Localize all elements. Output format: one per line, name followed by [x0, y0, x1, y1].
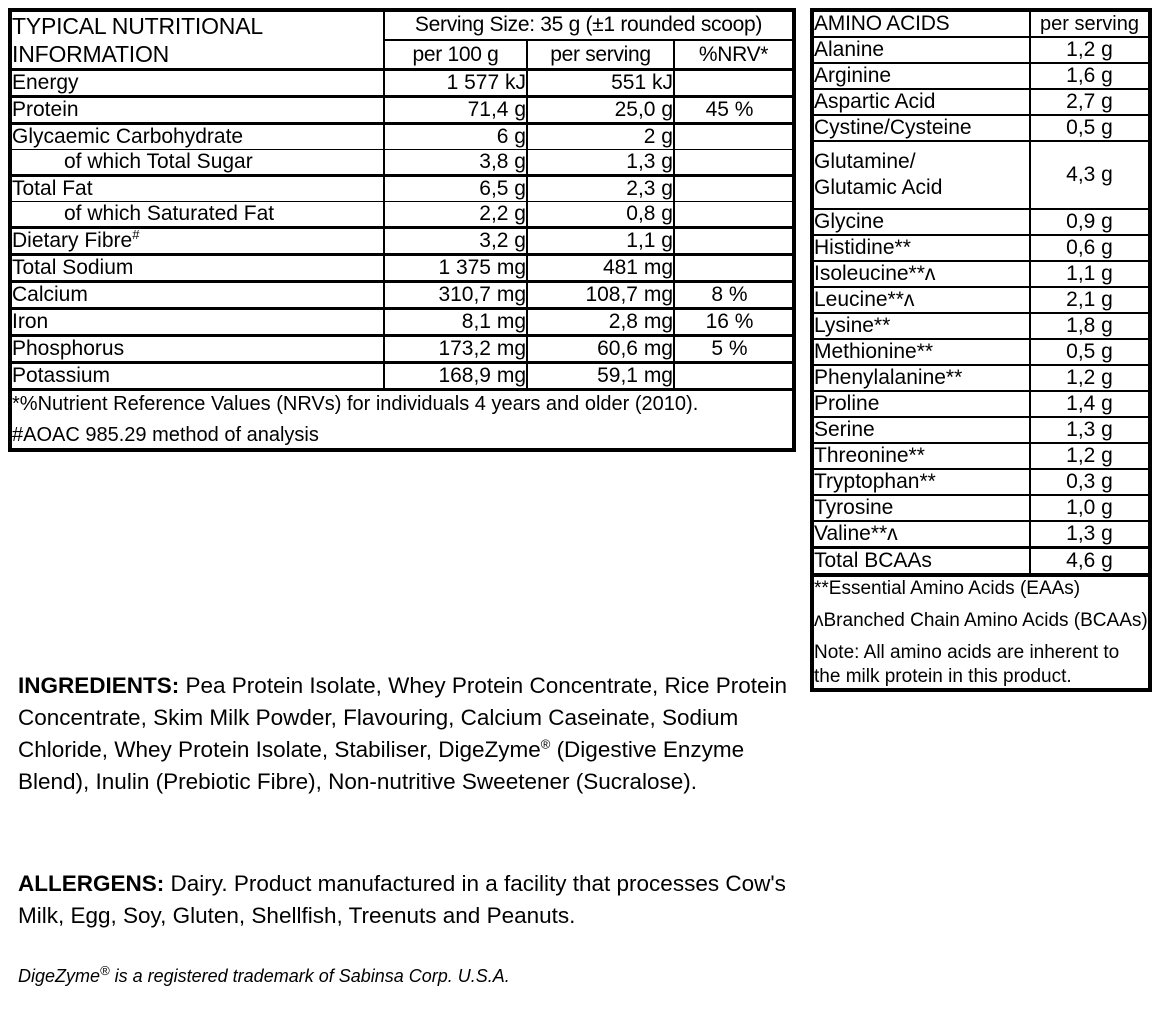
nutrient-value-per-100g: 6 g [384, 124, 527, 150]
total-bcaas-row [814, 548, 1148, 576]
table-row [12, 363, 792, 390]
footnote-aoac: #AOAC 985.29 method of analysis [12, 423, 319, 446]
footnote-bcaa: ᴧBranched Chain Amino Acids (BCAAs) [814, 610, 1148, 632]
nutrient-value-per-100g: 71,4 g [384, 97, 527, 124]
registered-trademark-icon: ® [540, 736, 551, 752]
amino-acid-value: 2,7 g [1030, 89, 1148, 115]
ingredients-label: INGREDIENTS: [18, 673, 180, 698]
amino-acid-name: Serine [814, 417, 1030, 443]
table-row [12, 176, 792, 202]
table-row [814, 37, 1148, 63]
amino-acid-value: 0,3 g [1030, 469, 1148, 495]
table-row [12, 97, 792, 124]
table-row [814, 365, 1148, 391]
nutrient-value-per-serving: 60,6 mg [527, 336, 674, 363]
amino-acid-value: 1,3 g [1030, 521, 1148, 548]
nutrient-name: Potassium [12, 363, 384, 390]
table-row [814, 89, 1148, 115]
amino-acid-value: 1,1 g [1030, 261, 1148, 287]
amino-header-row [814, 12, 1148, 37]
allergens-label: ALLERGENS: [18, 871, 165, 896]
amino-acids-table [810, 8, 1152, 692]
nutrient-value-nrv: 5 % [674, 336, 792, 363]
amino-acid-value: 0,5 g [1030, 339, 1148, 365]
trademark-product-name: DigeZyme [18, 966, 101, 986]
footnote-note: Note: All amino acids are inherent to the milk protein in this product. [814, 642, 1120, 687]
column-header-per-serving: per serving [527, 40, 674, 70]
column-header-nrv: %NRV* [698, 42, 769, 66]
amino-acid-name: Arginine [814, 63, 1030, 89]
nutri-rows-body [12, 70, 792, 390]
nutrient-value-nrv: 16 % [674, 309, 792, 336]
nutrient-value-per-serving: 2,8 mg [527, 309, 674, 336]
table-row [814, 521, 1148, 548]
nutrient-value-per-100g: 310,7 mg [384, 282, 527, 309]
table-row [814, 115, 1148, 141]
table-row [12, 70, 792, 97]
table-row [814, 287, 1148, 313]
table-row [12, 202, 792, 228]
nutrient-value-nrv [674, 202, 792, 228]
nutrient-value-per-100g: 168,9 mg [384, 363, 527, 390]
nutrient-value-nrv [674, 228, 792, 255]
nutrient-name: Calcium [12, 282, 384, 309]
amino-acid-value: 1,3 g [1030, 417, 1148, 443]
nutrient-value-nrv: 45 % [674, 97, 792, 124]
amino-acid-value: 1,2 g [1030, 37, 1148, 63]
amino-acid-value: 1,2 g [1030, 365, 1148, 391]
amino-acid-name: Proline [814, 391, 1030, 417]
nutrient-value-per-serving: 2,3 g [527, 176, 674, 202]
table-row [12, 282, 792, 309]
amino-acid-value: 1,0 g [1030, 495, 1148, 521]
nutrient-value-per-serving: 481 mg [527, 255, 674, 282]
footnote-nrv: *%Nutrient Reference Values (NRVs) for individuals 4 years and older (2010). [12, 393, 699, 416]
nutrient-value-nrv [674, 255, 792, 282]
table-row [12, 336, 792, 363]
nutrient-value-nrv [674, 124, 792, 150]
table-row [12, 309, 792, 336]
nutrient-value-nrv [674, 176, 792, 202]
amino-table-title: AMINO ACIDS [814, 12, 1030, 37]
nutrient-value-per-100g: 8,1 mg [384, 309, 527, 336]
nutrient-value-nrv: 8 % [674, 282, 792, 309]
amino-acid-name: Leucine**ᴧ [814, 287, 1030, 313]
table-row [814, 63, 1148, 89]
amino-footnote-row [814, 575, 1148, 688]
ingredients-text-before-trademark: Pea Protein Isolate, Whey Protein Concentrate, Rice Protein Concentrate, Skim Milk Powder, Flavouring, Calcium Caseinate, Sodium Chloride, Whey Protein Isolate, Stabiliser, DigeZyme [18, 673, 788, 762]
nutrient-value-per-100g: 1 577 kJ [384, 70, 527, 97]
amino-acid-value: 1,2 g [1030, 443, 1148, 469]
serving-size-header: Serving Size: 35 g (±1 rounded scoop) [384, 12, 792, 40]
nutrient-value-per-serving: 0,8 g [527, 202, 674, 228]
table-row [12, 255, 792, 282]
table-row [814, 209, 1148, 235]
nutrient-name: of which Total Sugar [12, 150, 384, 176]
table-row [814, 443, 1148, 469]
nutrient-name: Protein [12, 97, 384, 124]
amino-acid-name: Isoleucine**ᴧ [814, 261, 1030, 287]
nutrient-value-nrv [674, 70, 792, 97]
registered-trademark-icon: ® [100, 963, 110, 978]
amino-acid-value: 4,3 g [1030, 141, 1148, 209]
amino-acid-name: Threonine** [814, 443, 1030, 469]
amino-acid-name: Phenylalanine** [814, 365, 1030, 391]
nutrient-value-per-100g: 6,5 g [384, 176, 527, 202]
nutri-header-row [12, 12, 792, 40]
nutrient-value-nrv [674, 363, 792, 390]
amino-acid-name: Glutamine/ Glutamic Acid [814, 141, 1030, 209]
amino-acid-name: Histidine** [814, 235, 1030, 261]
nutrient-value-nrv [674, 150, 792, 176]
nutrient-value-per-serving: 25,0 g [527, 97, 674, 124]
amino-footnotes [814, 575, 1148, 688]
nutrient-value-per-serving: 551 kJ [527, 70, 674, 97]
amino-acid-value: 1,8 g [1030, 313, 1148, 339]
amino-acid-name: Aspartic Acid [814, 89, 1030, 115]
allergens-paragraph [18, 868, 800, 932]
ingredients-text-after-trademark: (Digestive Enzyme Blend), Inulin (Prebiotic Fibre), Non-nutritive Sweetener (Sucralose). [18, 736, 745, 794]
amino-acid-name: Valine**ᴧ [814, 521, 1030, 548]
nutrient-name: Phosphorus [12, 336, 384, 363]
nutrient-value-per-serving: 1,3 g [527, 150, 674, 176]
table-row [814, 339, 1148, 365]
amino-acid-value: 0,9 g [1030, 209, 1148, 235]
nutri-footnote-row [12, 390, 792, 449]
nutrient-name: Energy [12, 70, 384, 97]
table-row [814, 391, 1148, 417]
table-row [814, 495, 1148, 521]
table-row [814, 417, 1148, 443]
nutrient-value-per-100g: 1 375 mg [384, 255, 527, 282]
amino-acid-value: 0,6 g [1030, 235, 1148, 261]
amino-rows-body [814, 37, 1148, 548]
right-column [810, 8, 1152, 692]
trademark-text: is a registered trademark of Sabinsa Corp. U.S.A. [109, 966, 510, 986]
nutrient-value-per-serving: 2 g [527, 124, 674, 150]
footnote-eaa: **Essential Amino Acids (EAAs) [814, 578, 1081, 600]
nutrient-value-per-serving: 59,1 mg [527, 363, 674, 390]
amino-acid-name: Glycine [814, 209, 1030, 235]
nutrient-value-per-serving: 108,7 mg [527, 282, 674, 309]
table-row [12, 150, 792, 176]
left-column [8, 8, 796, 986]
column-header-per-100g: per 100 g [384, 40, 527, 70]
trademark-notice [18, 965, 800, 988]
amino-acid-name: Cystine/Cysteine [814, 115, 1030, 141]
nutrient-name: Iron [12, 309, 384, 336]
nutrient-value-per-100g: 2,2 g [384, 202, 527, 228]
table-row [12, 228, 792, 255]
amino-acid-name: Lysine** [814, 313, 1030, 339]
nutritional-information-table [8, 8, 796, 452]
total-bcaas-label: Total BCAAs [814, 548, 1030, 576]
table-row [814, 235, 1148, 261]
allergens-text: Dairy. Product manufactured in a facility that processes Cow's Milk, Egg, Soy, Gluten, Shellfish, Treenuts and Peanuts. [18, 871, 786, 928]
nutrient-value-per-100g: 3,8 g [384, 150, 527, 176]
amino-acid-name: Tryptophan** [814, 469, 1030, 495]
nutrient-value-per-100g: 173,2 mg [384, 336, 527, 363]
table-row [12, 124, 792, 150]
nutrient-value-per-100g: 3,2 g [384, 228, 527, 255]
amino-acid-name: Methionine** [814, 339, 1030, 365]
table-row [814, 469, 1148, 495]
amino-acid-value: 1,6 g [1030, 63, 1148, 89]
footnote-marker: # [132, 227, 140, 243]
nutrient-name: Total Sodium [12, 255, 384, 282]
ingredients-paragraph [18, 670, 800, 798]
amino-acid-value: 2,1 g [1030, 287, 1148, 313]
table-title: TYPICAL NUTRITIONAL INFORMATION [12, 12, 384, 70]
table-row [814, 141, 1148, 209]
nutrient-name: Total Fat [12, 176, 384, 202]
nutrient-value-per-serving: 1,1 g [527, 228, 674, 255]
table-row [814, 261, 1148, 287]
nutrient-name: Dietary Fibre# [12, 228, 384, 255]
amino-acid-value: 1,4 g [1030, 391, 1148, 417]
amino-column-header-per-serving: per serving [1040, 13, 1139, 35]
nutrient-name: of which Saturated Fat [12, 202, 384, 228]
nutri-footnotes [12, 390, 792, 449]
amino-acid-name: Alanine [814, 37, 1030, 63]
total-bcaas-value: 4,6 g [1030, 548, 1148, 576]
table-row [814, 313, 1148, 339]
amino-acid-value: 0,5 g [1030, 115, 1148, 141]
amino-acid-name: Tyrosine [814, 495, 1030, 521]
nutrient-name: Glycaemic Carbohydrate [12, 124, 384, 150]
